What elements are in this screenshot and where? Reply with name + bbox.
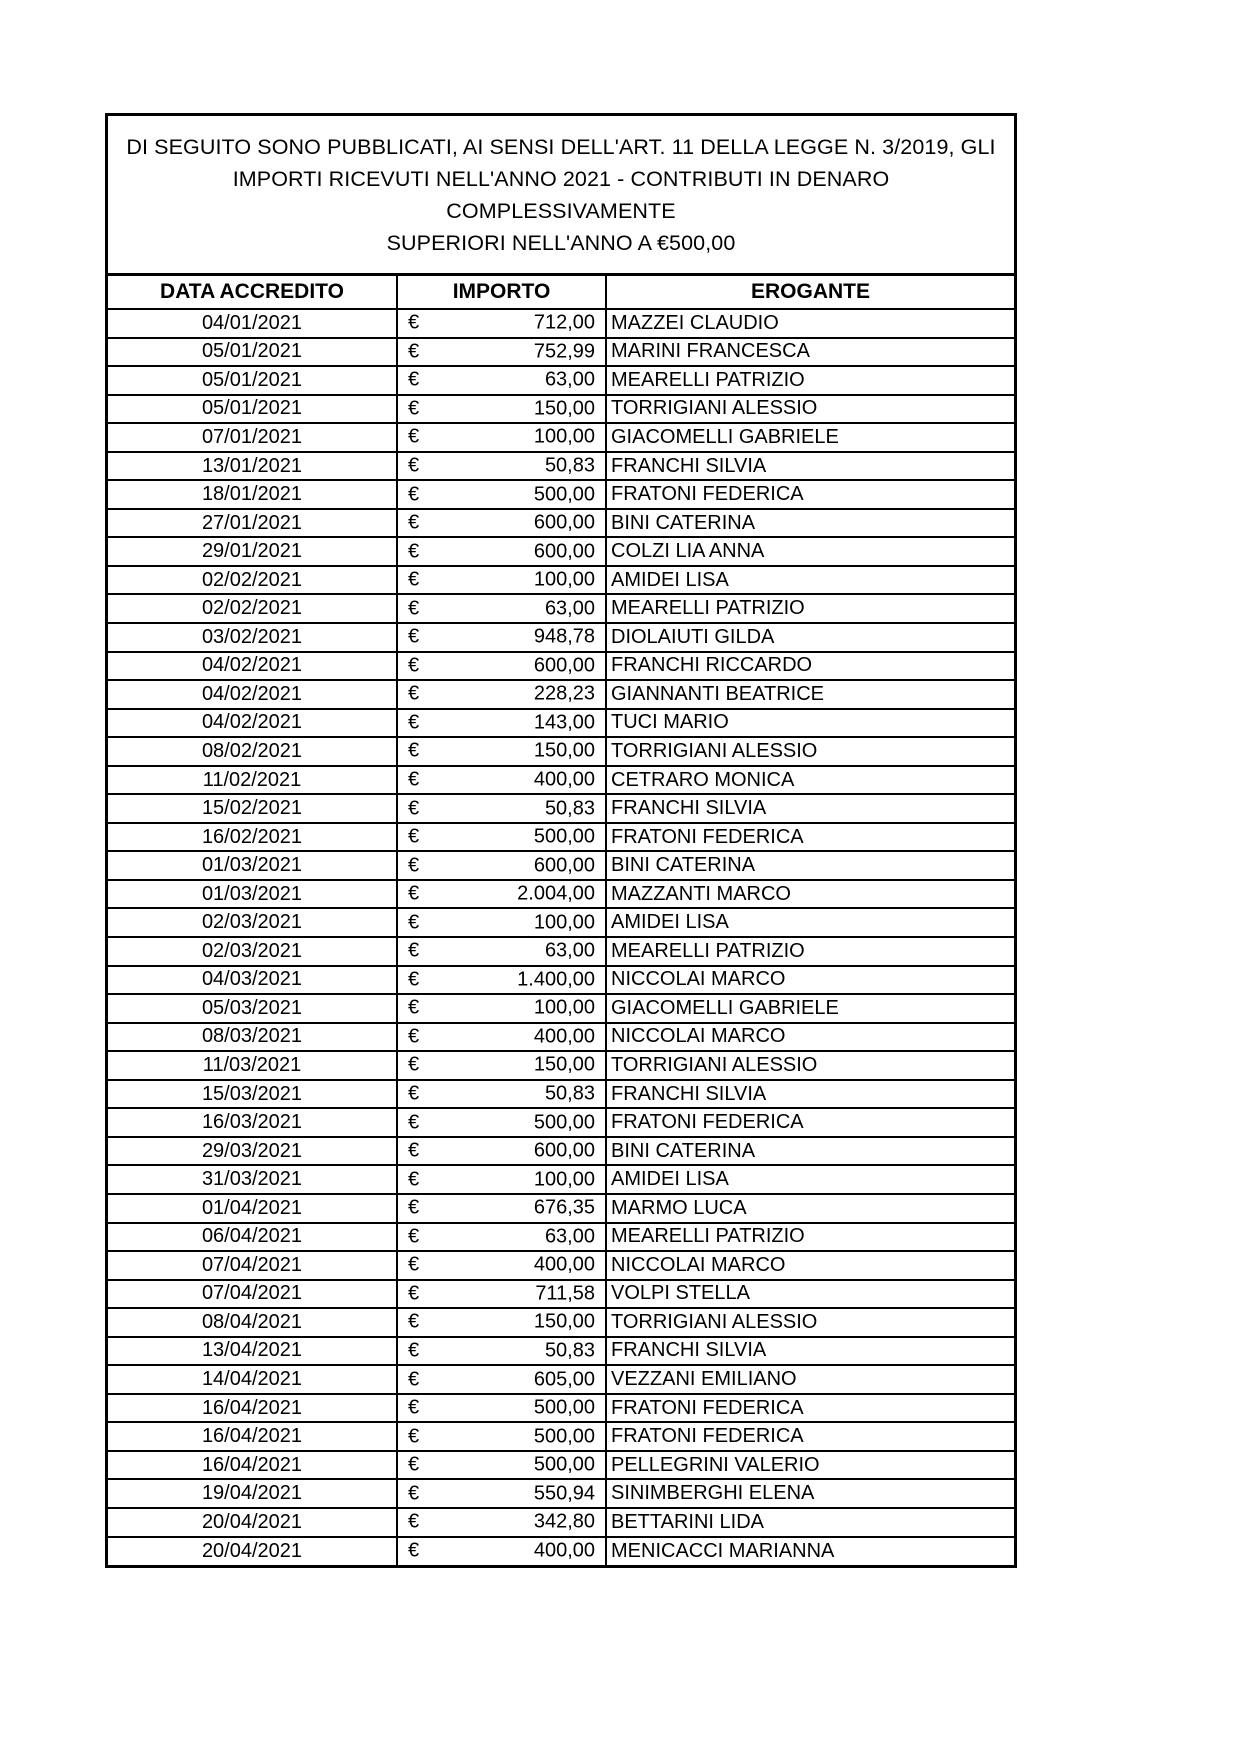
table-row bbox=[108, 1451, 1014, 1480]
amount-value: 400,00 bbox=[533, 1539, 595, 1562]
cell-date: 07/04/2021 bbox=[108, 1251, 397, 1280]
currency-symbol: € bbox=[408, 511, 420, 534]
column-header-amount: IMPORTO bbox=[397, 276, 606, 309]
cell-amount bbox=[397, 1023, 606, 1052]
currency-symbol: € bbox=[408, 1539, 420, 1562]
currency-symbol: € bbox=[408, 1082, 420, 1105]
cell-donor: BINI CATERINA bbox=[606, 1137, 1014, 1166]
currency-symbol: € bbox=[408, 1225, 420, 1248]
cell-date: 04/01/2021 bbox=[108, 309, 397, 338]
cell-donor: MAZZEI CLAUDIO bbox=[606, 309, 1014, 338]
cell-amount bbox=[397, 1308, 606, 1337]
cell-amount bbox=[397, 1051, 606, 1080]
cell-donor: MEARELLI PATRIZIO bbox=[606, 1223, 1014, 1252]
cell-donor: MENICACCI MARIANNA bbox=[611, 1539, 835, 1562]
amount-value: 500,00 bbox=[533, 1396, 595, 1419]
cell-amount bbox=[397, 338, 606, 367]
cell-date: 04/03/2021 bbox=[108, 966, 397, 995]
currency-symbol: € bbox=[408, 1368, 420, 1390]
table-row bbox=[108, 908, 1014, 937]
cell-amount bbox=[397, 309, 606, 338]
cell-date: 04/02/2021 bbox=[108, 709, 397, 738]
cell-amount bbox=[397, 1108, 606, 1137]
cell-date: 18/01/2021 bbox=[108, 480, 397, 509]
column-header-date: DATA ACCREDITO bbox=[108, 276, 397, 309]
cell-date: 15/03/2021 bbox=[108, 1080, 397, 1109]
cell-donor: MEARELLI PATRIZIO bbox=[606, 937, 1014, 966]
cell-amount bbox=[397, 966, 606, 995]
currency-symbol: € bbox=[408, 797, 420, 820]
table-row bbox=[108, 395, 1014, 424]
currency-symbol: € bbox=[408, 1025, 420, 1048]
table-row bbox=[108, 309, 1014, 338]
currency-symbol: € bbox=[408, 968, 420, 991]
currency-symbol: € bbox=[408, 1253, 420, 1276]
table-row bbox=[108, 1337, 1014, 1366]
currency-symbol: € bbox=[408, 911, 420, 934]
table-row bbox=[108, 1223, 1014, 1252]
table-row bbox=[108, 366, 1014, 395]
cell-donor: AMIDEI LISA bbox=[606, 1165, 1014, 1194]
amount-value: 63,00 bbox=[544, 368, 595, 391]
cell-amount bbox=[397, 452, 606, 481]
cell-donor: FRANCHI SILVIA bbox=[606, 794, 1014, 823]
currency-symbol: € bbox=[408, 625, 420, 648]
cell-amount bbox=[397, 1337, 606, 1366]
cell-donor: SINIMBERGHI ELENA bbox=[606, 1479, 1014, 1508]
amount-value: 400,00 bbox=[533, 768, 595, 791]
currency-symbol: € bbox=[408, 568, 420, 591]
currency-symbol: € bbox=[408, 768, 420, 791]
cell-donor: AMIDEI LISA bbox=[606, 566, 1014, 595]
cell-donor: FRANCHI SILVIA bbox=[606, 1337, 1014, 1366]
currency-symbol: € bbox=[408, 425, 420, 448]
cell-amount bbox=[397, 1223, 606, 1252]
cell-date: 01/04/2021 bbox=[108, 1194, 397, 1223]
table-row bbox=[108, 1251, 1014, 1280]
cell-date: 02/02/2021 bbox=[108, 566, 397, 595]
currency-symbol: € bbox=[408, 311, 420, 334]
amount-value: 50,83 bbox=[544, 454, 595, 477]
cell-amount bbox=[397, 566, 606, 595]
cell-date: 16/04/2021 bbox=[108, 1451, 397, 1480]
currency-symbol: € bbox=[408, 368, 420, 391]
currency-symbol: € bbox=[408, 711, 420, 734]
currency-symbol: € bbox=[408, 397, 420, 420]
currency-symbol: € bbox=[408, 882, 420, 905]
cell-date: 04/02/2021 bbox=[108, 680, 397, 709]
cell-donor: FRATONI FEDERICA bbox=[606, 823, 1014, 852]
cell-donor: MARMO LUCA bbox=[606, 1194, 1014, 1223]
cell-date: 08/04/2021 bbox=[108, 1308, 397, 1337]
cell-date: 20/04/2021 bbox=[108, 1537, 397, 1566]
currency-symbol: € bbox=[408, 939, 420, 962]
amount-value: 342,80 bbox=[533, 1510, 595, 1533]
cell-amount bbox=[397, 1365, 606, 1394]
amount-value: 63,00 bbox=[544, 597, 595, 620]
cell-amount bbox=[397, 794, 606, 823]
cell-date: 29/03/2021 bbox=[108, 1137, 397, 1166]
table-row bbox=[108, 480, 1014, 509]
cell-date: 16/04/2021 bbox=[108, 1394, 397, 1423]
currency-symbol: € bbox=[408, 1196, 420, 1219]
cell-donor: TUCI MARIO bbox=[606, 709, 1014, 738]
currency-symbol: € bbox=[408, 739, 420, 762]
currency-symbol: € bbox=[408, 1482, 420, 1505]
table-row bbox=[108, 1280, 1014, 1309]
table-row bbox=[108, 652, 1014, 681]
cell-date: 29/01/2021 bbox=[108, 537, 397, 566]
cell-amount bbox=[397, 509, 606, 538]
cell-date: 11/02/2021 bbox=[108, 766, 397, 795]
table-row bbox=[108, 737, 1014, 766]
currency-symbol: € bbox=[408, 454, 420, 477]
cell-amount bbox=[397, 1451, 606, 1480]
currency-symbol: € bbox=[408, 854, 420, 877]
amount-value: 100,00 bbox=[533, 568, 595, 591]
cell-amount bbox=[397, 480, 606, 509]
amount-value: 63,00 bbox=[544, 939, 595, 962]
table-row bbox=[108, 537, 1014, 566]
cell-date: 07/01/2021 bbox=[108, 423, 397, 452]
cell-date: 02/02/2021 bbox=[108, 594, 397, 623]
cell-date: 08/02/2021 bbox=[108, 737, 397, 766]
cell-date: 15/02/2021 bbox=[108, 794, 397, 823]
cell-date: 13/04/2021 bbox=[108, 1337, 397, 1366]
amount-value: 600,00 bbox=[533, 511, 595, 534]
cell-amount bbox=[397, 1165, 606, 1194]
cell-donor: FRATONI FEDERICA bbox=[606, 480, 1014, 509]
cell-date: 16/04/2021 bbox=[108, 1422, 397, 1451]
amount-value: 50,83 bbox=[544, 1339, 595, 1362]
table-row bbox=[108, 623, 1014, 652]
cell-donor: VEZZANI EMILIANO bbox=[606, 1365, 1014, 1394]
contributions-sheet bbox=[105, 113, 1017, 1568]
cell-donor: GIACOMELLI GABRIELE bbox=[606, 423, 1014, 452]
amount-value: 500,00 bbox=[533, 825, 595, 848]
cell-donor: BETTARINI LIDA bbox=[606, 1508, 1014, 1537]
cell-donor: TORRIGIANI ALESSIO bbox=[606, 1308, 1014, 1337]
amount-value: 63,00 bbox=[544, 1225, 595, 1248]
currency-symbol: € bbox=[408, 1053, 420, 1076]
table-row bbox=[108, 966, 1014, 995]
cell-amount bbox=[397, 880, 606, 909]
amount-value: 500,00 bbox=[533, 1453, 595, 1476]
table-row bbox=[108, 509, 1014, 538]
cell-amount bbox=[397, 994, 606, 1023]
cell-donor: FRATONI FEDERICA bbox=[606, 1108, 1014, 1137]
table-row bbox=[108, 1308, 1014, 1337]
amount-value: 600,00 bbox=[533, 540, 595, 563]
amount-value: 50,83 bbox=[544, 1082, 595, 1105]
amount-value: 676,35 bbox=[533, 1196, 595, 1219]
amount-value: 143,00 bbox=[533, 711, 595, 734]
currency-symbol: € bbox=[408, 340, 420, 363]
cell-donor: FRANCHI SILVIA bbox=[606, 452, 1014, 481]
table-row bbox=[108, 566, 1014, 595]
table-row bbox=[108, 1422, 1014, 1451]
cell-amount bbox=[397, 652, 606, 681]
amount-value: 2.004,00 bbox=[517, 882, 595, 905]
cell-amount bbox=[397, 851, 606, 880]
currency-symbol: € bbox=[408, 1510, 420, 1533]
cell-donor: FRANCHI SILVIA bbox=[606, 1080, 1014, 1109]
table-row bbox=[108, 709, 1014, 738]
amount-value: 150,00 bbox=[533, 1053, 595, 1076]
title-line-3: SUPERIORI NELL'ANNO A €500,00 bbox=[386, 230, 736, 255]
table-row bbox=[108, 823, 1014, 852]
table-row bbox=[108, 423, 1014, 452]
amount-value: 712,00 bbox=[533, 311, 595, 334]
cell-date: 05/03/2021 bbox=[108, 994, 397, 1023]
table-row bbox=[108, 594, 1014, 623]
table-row bbox=[108, 1479, 1014, 1508]
table-body bbox=[108, 309, 1014, 1565]
cell-amount bbox=[397, 823, 606, 852]
cell-amount bbox=[397, 1194, 606, 1223]
amount-value: 228,23 bbox=[533, 682, 595, 705]
cell-amount bbox=[397, 1508, 606, 1537]
amount-value: 100,00 bbox=[533, 425, 595, 448]
cell-donor: BINI CATERINA bbox=[606, 851, 1014, 880]
column-header-donor: EROGANTE bbox=[606, 276, 1014, 309]
currency-symbol: € bbox=[408, 1139, 420, 1162]
cell-donor: TORRIGIANI ALESSIO bbox=[606, 1051, 1014, 1080]
title-line-1: DI SEGUITO SONO PUBBLICATI, AI SENSI DELL'ART. 11 DELLA LEGGE N. 3/2019, GLI bbox=[126, 134, 996, 159]
amount-value: 600,00 bbox=[533, 854, 595, 877]
table-row bbox=[108, 1194, 1014, 1223]
cell-amount bbox=[397, 737, 606, 766]
cell-date: 16/02/2021 bbox=[108, 823, 397, 852]
amount-value: 150,00 bbox=[533, 1310, 595, 1333]
cell-donor: NICCOLAI MARCO bbox=[606, 1251, 1014, 1280]
cell-donor: TORRIGIANI ALESSIO bbox=[606, 395, 1014, 424]
cell-date: 08/03/2021 bbox=[108, 1023, 397, 1052]
table-row bbox=[108, 1365, 1014, 1394]
table-row bbox=[108, 680, 1014, 709]
cell-amount bbox=[397, 1280, 606, 1309]
cell-date: 31/03/2021 bbox=[108, 1165, 397, 1194]
table-row bbox=[108, 1051, 1014, 1080]
cell-date: 07/04/2021 bbox=[108, 1280, 397, 1309]
cell-amount bbox=[397, 423, 606, 452]
amount-value: 100,00 bbox=[533, 996, 595, 1019]
cell-amount bbox=[397, 1422, 606, 1451]
cell-amount bbox=[397, 680, 606, 709]
cell-amount bbox=[397, 1537, 606, 1566]
amount-value: 500,00 bbox=[533, 483, 595, 506]
amount-value: 1.400,00 bbox=[517, 968, 595, 991]
cell-amount bbox=[397, 594, 606, 623]
cell-donor: GIANNANTI BEATRICE bbox=[606, 680, 1014, 709]
amount-value: 150,00 bbox=[533, 397, 595, 420]
currency-symbol: € bbox=[408, 825, 420, 848]
currency-symbol: € bbox=[408, 597, 420, 620]
contributions-table bbox=[108, 276, 1014, 1565]
currency-symbol: € bbox=[408, 654, 420, 677]
cell-date: 05/01/2021 bbox=[108, 395, 397, 424]
cell-donor: FRANCHI RICCARDO bbox=[606, 652, 1014, 681]
currency-symbol: € bbox=[408, 996, 420, 1019]
sheet-title bbox=[122, 131, 1000, 259]
cell-donor: NICCOLAI MARCO bbox=[606, 1023, 1014, 1052]
cell-amount bbox=[397, 1080, 606, 1109]
amount-value: 600,00 bbox=[533, 654, 595, 677]
cell-amount bbox=[397, 1394, 606, 1423]
amount-value: 400,00 bbox=[533, 1253, 595, 1276]
currency-symbol: € bbox=[408, 1168, 420, 1191]
cell-donor: MARINI FRANCESCA bbox=[606, 338, 1014, 367]
currency-symbol: € bbox=[408, 1425, 420, 1448]
cell-donor: GIACOMELLI GABRIELE bbox=[606, 994, 1014, 1023]
cell-donor: PELLEGRINI VALERIO bbox=[606, 1451, 1014, 1480]
cell-date: 02/03/2021 bbox=[108, 937, 397, 966]
cell-amount bbox=[397, 395, 606, 424]
cell-date: 20/04/2021 bbox=[108, 1508, 397, 1537]
currency-symbol: € bbox=[408, 1111, 420, 1134]
currency-symbol: € bbox=[408, 682, 420, 705]
table-row bbox=[108, 338, 1014, 367]
cell-date: 16/03/2021 bbox=[108, 1108, 397, 1137]
table-row bbox=[108, 1508, 1014, 1537]
amount-value: 100,00 bbox=[533, 911, 595, 934]
amount-value: 711,58 bbox=[535, 1282, 595, 1305]
amount-value: 605,00 bbox=[533, 1368, 595, 1390]
cell-donor: AMIDEI LISA bbox=[606, 908, 1014, 937]
table-row bbox=[108, 1165, 1014, 1194]
table-row bbox=[108, 994, 1014, 1023]
sheet-title-box bbox=[108, 116, 1014, 276]
cell-amount bbox=[397, 537, 606, 566]
cell-amount bbox=[397, 766, 606, 795]
table-row bbox=[108, 1108, 1014, 1137]
amount-value: 100,00 bbox=[533, 1168, 595, 1191]
title-line-2: IMPORTI RICEVUTI NELL'ANNO 2021 - CONTRIBUTI IN DENARO COMPLESSIVAMENTE bbox=[232, 166, 890, 223]
cell-date: 05/01/2021 bbox=[108, 366, 397, 395]
amount-value: 500,00 bbox=[533, 1425, 595, 1448]
cell-date: 13/01/2021 bbox=[108, 452, 397, 481]
cell-amount bbox=[397, 623, 606, 652]
currency-symbol: € bbox=[408, 540, 420, 563]
cell-date: 11/03/2021 bbox=[108, 1051, 397, 1080]
amount-value: 50,83 bbox=[544, 797, 595, 820]
cell-date: 27/01/2021 bbox=[108, 509, 397, 538]
currency-symbol: € bbox=[408, 1282, 420, 1305]
cell-donor: TORRIGIANI ALESSIO bbox=[606, 737, 1014, 766]
cell-donor: NICCOLAI MARCO bbox=[606, 966, 1014, 995]
table-row bbox=[108, 937, 1014, 966]
amount-value: 752,99 bbox=[533, 340, 595, 363]
cell-donor: MAZZANTI MARCO bbox=[606, 880, 1014, 909]
cell-date: 19/04/2021 bbox=[108, 1479, 397, 1508]
amount-value: 948,78 bbox=[533, 625, 595, 648]
cell-donor: MEARELLI PATRIZIO bbox=[606, 366, 1014, 395]
currency-symbol: € bbox=[408, 483, 420, 506]
table-row bbox=[108, 1537, 1014, 1566]
amount-value: 150,00 bbox=[533, 739, 595, 762]
cell-donor: FRATONI FEDERICA bbox=[606, 1394, 1014, 1423]
cell-date: 05/01/2021 bbox=[108, 338, 397, 367]
table-row bbox=[108, 1394, 1014, 1423]
table-row bbox=[108, 452, 1014, 481]
cell-donor: FRATONI FEDERICA bbox=[606, 1422, 1014, 1451]
currency-symbol: € bbox=[408, 1453, 420, 1476]
table-row bbox=[108, 851, 1014, 880]
cell-date: 02/03/2021 bbox=[108, 908, 397, 937]
cell-date: 06/04/2021 bbox=[108, 1223, 397, 1252]
cell-donor: BINI CATERINA bbox=[606, 509, 1014, 538]
table-row bbox=[108, 1023, 1014, 1052]
cell-amount bbox=[397, 366, 606, 395]
table-row bbox=[108, 880, 1014, 909]
cell-amount bbox=[397, 1251, 606, 1280]
cell-amount bbox=[397, 709, 606, 738]
cell-date: 01/03/2021 bbox=[108, 880, 397, 909]
cell-donor: DIOLAIUTI GILDA bbox=[606, 623, 1014, 652]
cell-amount bbox=[397, 1137, 606, 1166]
currency-symbol: € bbox=[408, 1310, 420, 1333]
cell-donor: VOLPI STELLA bbox=[606, 1280, 1014, 1309]
table-row bbox=[108, 1137, 1014, 1166]
amount-value: 500,00 bbox=[533, 1111, 595, 1134]
cell-donor: COLZI LIA ANNA bbox=[606, 537, 1014, 566]
table-row bbox=[108, 794, 1014, 823]
cell-date: 03/02/2021 bbox=[108, 623, 397, 652]
cell-donor: CETRARO MONICA bbox=[606, 766, 1014, 795]
amount-value: 400,00 bbox=[533, 1025, 595, 1048]
amount-value: 550,94 bbox=[533, 1482, 595, 1505]
amount-value: 600,00 bbox=[533, 1139, 595, 1162]
cell-amount bbox=[397, 908, 606, 937]
currency-symbol: € bbox=[408, 1339, 420, 1362]
cell-amount bbox=[397, 937, 606, 966]
cell-date: 14/04/2021 bbox=[108, 1365, 397, 1394]
cell-date: 04/02/2021 bbox=[108, 652, 397, 681]
table-header-row bbox=[108, 276, 1014, 309]
table-row bbox=[108, 766, 1014, 795]
cell-date: 01/03/2021 bbox=[108, 851, 397, 880]
currency-symbol: € bbox=[408, 1396, 420, 1419]
cell-amount bbox=[397, 1479, 606, 1508]
table-row bbox=[108, 1080, 1014, 1109]
cell-donor: MEARELLI PATRIZIO bbox=[606, 594, 1014, 623]
